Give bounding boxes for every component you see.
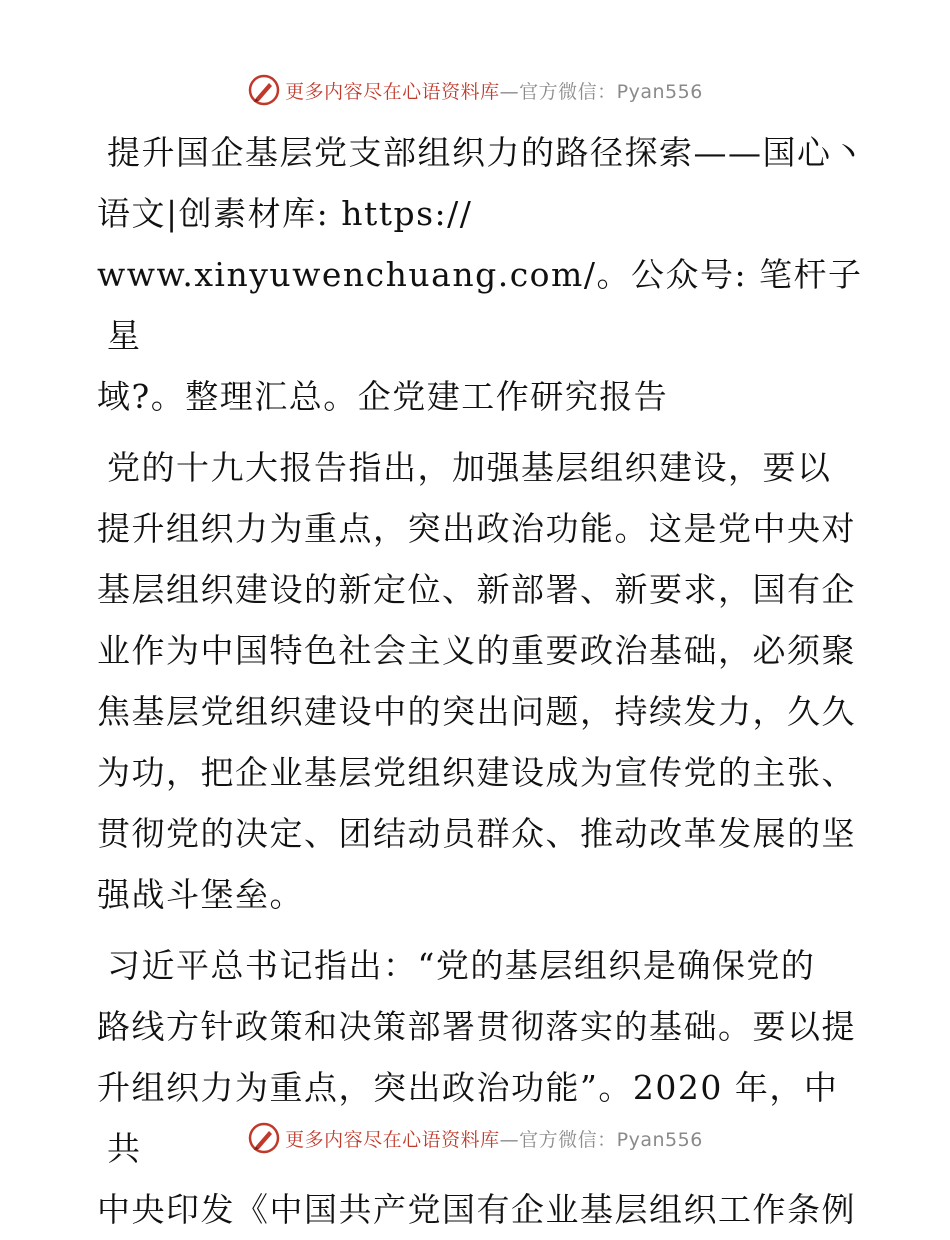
paragraph-line: 升组织力为重点，突出政治功能”。2020 年，中共: [97, 1068, 839, 1168]
paragraph-line: 贯彻党的决定、团结动员群众、推动改革发展的坚: [97, 814, 856, 853]
paragraph-line: 业作为中国特色社会主义的重要政治基础，必须聚: [97, 631, 856, 670]
title-line: 语文|创素材库: https://: [97, 194, 473, 233]
document-body: [97, 122, 867, 1240]
title-line: www.xinyuwenchuang.com/。公众号: 笔杆子星: [97, 255, 863, 355]
paragraph-line: 焦基层党组织建设中的突出问题，持续发力，久久: [97, 692, 856, 731]
pen-logo-icon: [247, 73, 281, 107]
paragraph-2: [97, 935, 867, 1240]
watermark-contact: —官方微信：Pyan556: [499, 1128, 703, 1151]
title-line: 域?。整理汇总。企党建工作研究报告: [97, 377, 669, 416]
watermark-contact: —官方微信：Pyan556: [499, 80, 703, 103]
paragraph-line: 提升组织力为重点，突出政治功能。这是党中央对: [97, 509, 856, 548]
watermark-text: [285, 1125, 703, 1152]
title-line: 提升国企基层党支部组织力的路径探索——国心丶: [107, 133, 866, 172]
pen-logo-icon: [247, 1121, 281, 1155]
paragraph-line: 习近平总书记指出：“党的基层组织是确保党的: [107, 946, 816, 985]
footer-watermark: [0, 1118, 950, 1158]
watermark-text: [285, 77, 703, 104]
watermark-brand: 更多内容尽在心语资料库: [285, 1128, 500, 1151]
paragraph-line: 为功，把企业基层党组织建设成为宣传党的主张、: [97, 753, 856, 792]
header-watermark: [0, 70, 950, 110]
paragraph-line: 基层组织建设的新定位、新部署、新要求，国有企: [97, 570, 856, 609]
document-title: [97, 122, 867, 427]
paragraph-line: 路线方针政策和决策部署贯彻落实的基础。要以提: [97, 1007, 856, 1046]
paragraph-line: 中央印发《中国共产党国有企业基层组织工作条例: [97, 1190, 856, 1229]
paragraph-line: 强战斗堡垒。: [97, 875, 304, 914]
paragraph-line: 党的十九大报告指出，加强基层组织建设，要以: [107, 448, 832, 487]
paragraph-1: [97, 437, 867, 925]
watermark-brand: 更多内容尽在心语资料库: [285, 80, 500, 103]
